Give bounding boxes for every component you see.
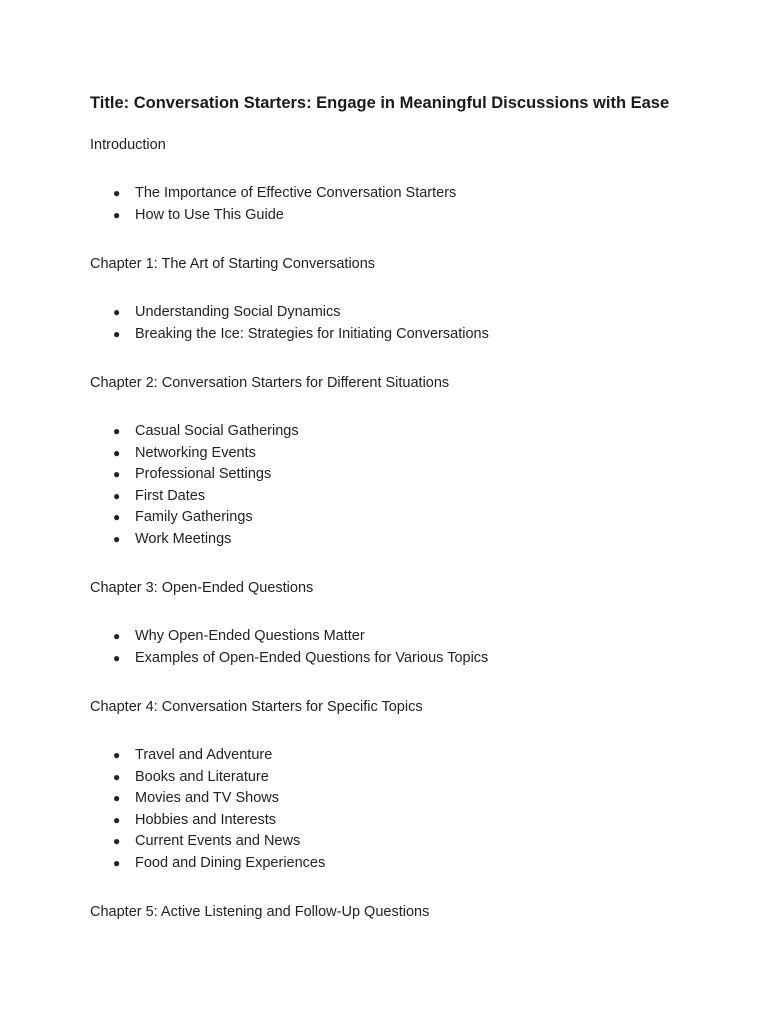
list-item: [90, 810, 730, 832]
bullet-icon: ●: [113, 629, 121, 643]
document-title: Title: Conversation Starters: Engage in Meaningful Discussions with Ease: [90, 94, 670, 112]
list-item: [90, 205, 730, 227]
list-item-text: Travel and Adventure: [135, 747, 273, 763]
list-item-text: Professional Settings: [135, 466, 272, 482]
list-item-text: First Dates: [135, 487, 206, 504]
list-item: [90, 302, 730, 324]
list-item: [90, 745, 730, 767]
bullet-icon: ●: [113, 424, 121, 438]
section-chapter-4: [90, 697, 730, 874]
list-item: [90, 831, 730, 853]
section-introduction: [90, 135, 730, 226]
list-item-text: Understanding Social Dynamics: [135, 304, 341, 320]
list-item: [90, 626, 730, 648]
list-item-text: Examples of Open-Ended Questions for Various Topics: [135, 649, 489, 666]
bullet-list: [90, 421, 730, 550]
section-chapter-2: [90, 373, 730, 550]
bullet-icon: ●: [113, 445, 121, 460]
list-item: [90, 529, 730, 551]
list-item-text: Books and Literature: [135, 768, 269, 785]
section-heading: Chapter 1: The Art of Starting Conversations: [90, 256, 376, 272]
bullet-icon: ●: [113, 305, 121, 319]
list-item-text: Movies and TV Shows: [135, 790, 279, 806]
list-item-text: Networking Events: [135, 444, 256, 461]
bullet-icon: ●: [113, 650, 121, 665]
bullet-icon: ●: [113, 186, 121, 200]
list-item-text: Current Events and News: [135, 833, 301, 849]
list-item-text: Why Open-Ended Questions Matter: [135, 628, 365, 644]
section-chapter-5: [90, 902, 730, 922]
list-item: [90, 486, 730, 508]
list-item-text: Casual Social Gatherings: [135, 423, 299, 439]
bullet-icon: ●: [113, 791, 121, 805]
list-item: [90, 788, 730, 810]
list-item-text: Food and Dining Experiences: [135, 854, 326, 871]
list-item: [90, 648, 730, 670]
section-heading: Introduction: [90, 137, 166, 153]
list-item: [90, 507, 730, 529]
bullet-icon: ●: [113, 748, 121, 762]
list-item: [90, 767, 730, 789]
bullet-list: [90, 183, 730, 226]
bullet-icon: ●: [113, 488, 121, 503]
bullet-icon: ●: [113, 326, 121, 341]
list-item: [90, 853, 730, 875]
list-item-text: The Importance of Effective Conversation Starters: [135, 185, 457, 201]
bullet-icon: ●: [113, 207, 121, 222]
bullet-icon: ●: [113, 855, 121, 870]
bullet-list: [90, 626, 730, 669]
list-item-text: Breaking the Ice: Strategies for Initiating Conversations: [135, 325, 489, 342]
list-item: [90, 324, 730, 346]
list-item: [90, 183, 730, 205]
bullet-icon: ●: [113, 467, 121, 481]
section-heading: Chapter 2: Conversation Starters for Different Situations: [90, 375, 450, 391]
bullet-list: [90, 302, 730, 345]
list-item-text: Work Meetings: [135, 530, 232, 547]
list-item-text: Hobbies and Interests: [135, 811, 277, 828]
list-item: [90, 443, 730, 465]
list-item: [90, 464, 730, 486]
list-item: [90, 421, 730, 443]
section-heading: Chapter 4: Conversation Starters for Specific Topics: [90, 699, 423, 715]
bullet-list: [90, 745, 730, 874]
bullet-icon: ●: [113, 531, 121, 546]
bullet-icon: ●: [113, 769, 121, 784]
bullet-icon: ●: [113, 834, 121, 848]
document-page: [90, 92, 730, 950]
list-item-text: Family Gatherings: [135, 509, 253, 525]
section-heading: Chapter 5: Active Listening and Follow-Up Questions: [90, 904, 430, 920]
section-chapter-1: [90, 254, 730, 345]
list-item-text: How to Use This Guide: [135, 206, 284, 223]
bullet-icon: ●: [113, 510, 121, 524]
section-heading: Chapter 3: Open-Ended Questions: [90, 580, 314, 596]
section-chapter-3: [90, 578, 730, 669]
bullet-icon: ●: [113, 812, 121, 827]
